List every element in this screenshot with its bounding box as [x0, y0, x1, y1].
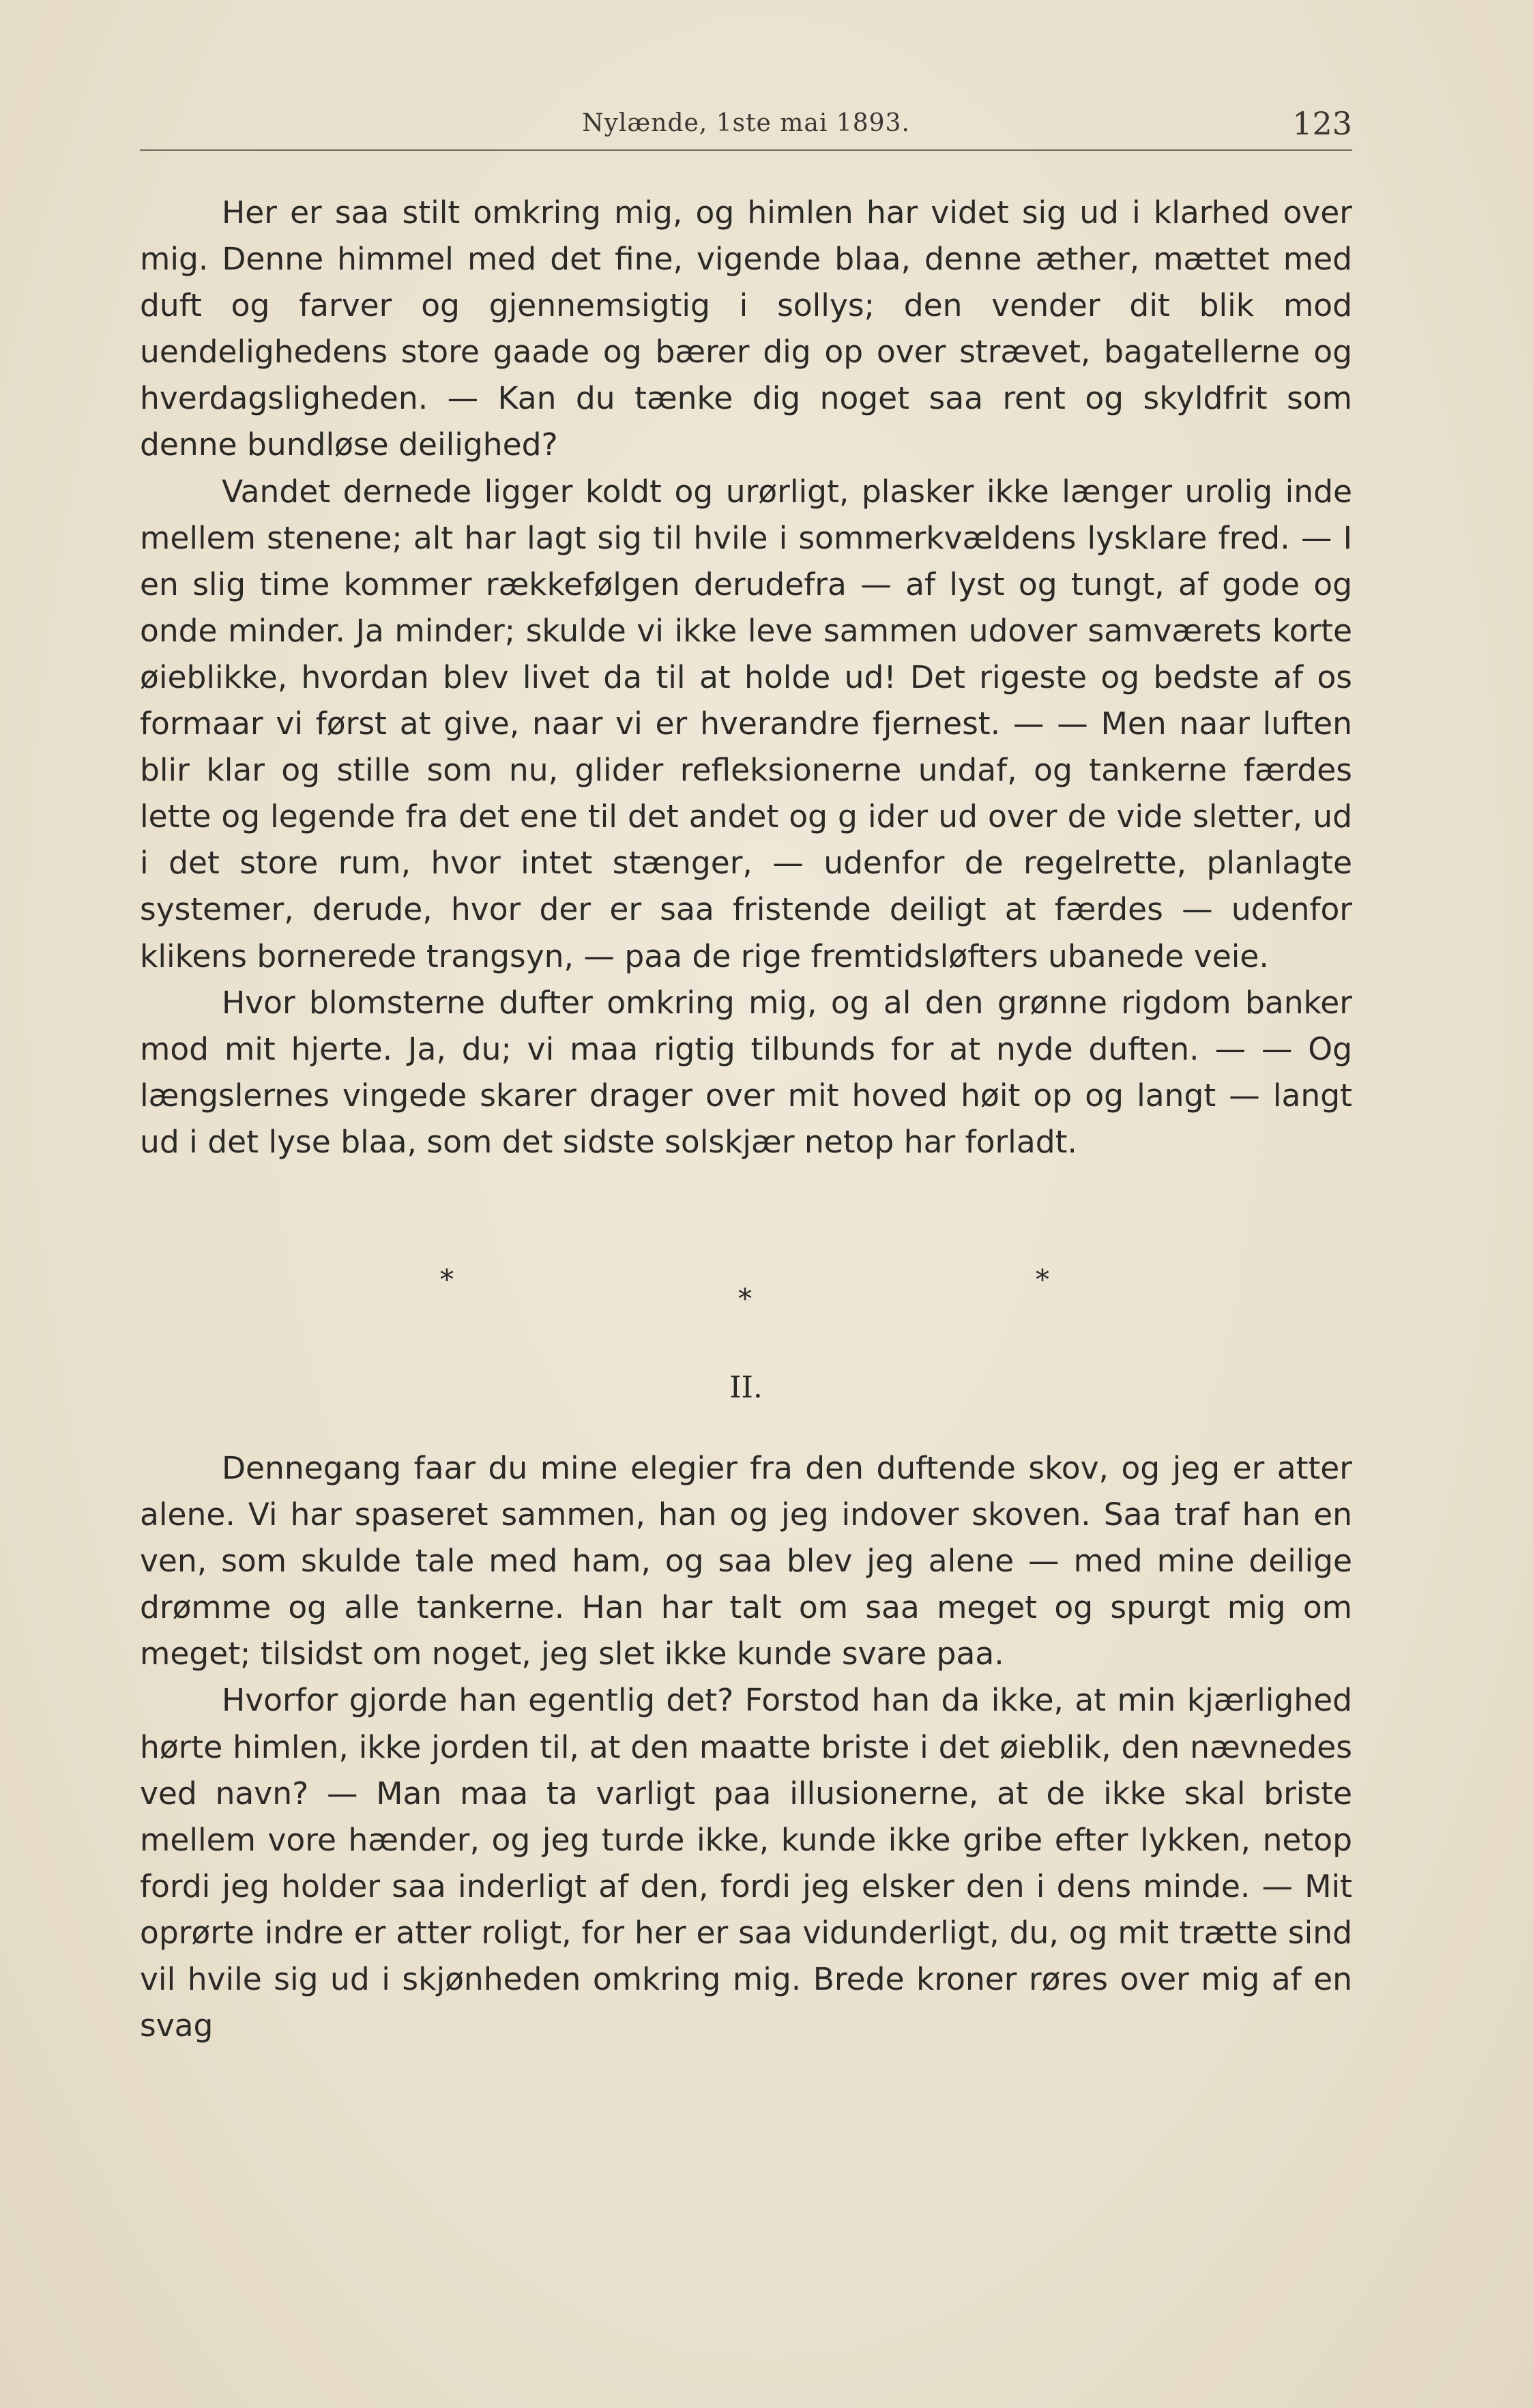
running-header — [140, 102, 1352, 150]
section-1 — [140, 190, 1352, 1165]
paragraph: Dennegang faar du mine elegier fra den duftende skov, og jeg er atter alene. Vi har spaseret sammen, han og jeg indover skoven. Saa traf han en ven, som skulde tale med ham, og saa blev jeg alene — med mine deilige drømme og alle tankerne. Han har talt om saa meget og spurgt mig om meget; tilsidst om noget, jeg slet ikke kunde svare paa. — [140, 1449, 1352, 1672]
section-2 — [140, 1365, 1352, 2049]
asterisk: * — [738, 1283, 752, 1315]
section-heading: II. — [729, 1369, 763, 1405]
paragraph: Hvorfor gjorde han egentlig det? Forstod han da ikke, at min kjærlighed hørte himlen, ikke jorden til, at den maatte briste i det øieblik, den nævnedes ved navn? — Man maa ta varligt paa illusionerne, at de ikke skal briste mellem vore hænder, og jeg turde ikke, kunde ikke gribe efter lykken, netop fordi jeg holder saa inderligt af den, fordi jeg elsker den i dens minde. — Mit oprørte indre er atter roligt, for her er saa vidunderligt, du, og mit trætte sind vil hvile sig ud i skjønheden omkring mig. Brede kroner røres over mig af en svag — [140, 1682, 1352, 2044]
running-title: Nylænde, 1ste mai 1893. — [582, 109, 910, 137]
paragraph: Hvor blomsterne dufter omkring mig, og al den grønne rigdom banker mod mit hjerte. Ja, du; vi maa rigtig tilbunds for at nyde duften. — — Og længslernes vingede skarer drager over mit hoved høit op og langt — langt ud i det lyse blaa, som det sidste solskjær netop har forladt. — [140, 984, 1352, 1160]
asterisk: * — [1036, 1264, 1049, 1296]
section-separator — [140, 1257, 1352, 1347]
paragraph: Vandet dernede ligger koldt og urørligt, plasker ikke længer urolig inde mellem stenene; alt har lagt sig til hvile i sommerkvældens lysklare fred. — I en slig time kommer rækkefølgen derudefra — af lyst og tungt, af gode og onde minder. Ja minder; skulde vi ikke leve sammen udover samværets korte øieblikke, hvordan blev livet da til at holde ud! Det rigeste og bedste af os formaar vi først at give, naar vi er hverandre fjernest. — — Men naar luften blir klar og stille som nu, glider refleksionerne undaf, og tankerne færdes lette og legende fra det ene til det andet og g ider ud over de vide sletter, ud i det store rum, hvor intet stænger, — udenfor de regelrette, planlagte systemer, derude, hvor der er saa fristende deiligt at færdes — udenfor klikens bornerede trangsyn, — paa de rige fremtidsløfters ubanede veie. — [140, 473, 1352, 974]
page-number: 123 — [1292, 105, 1352, 142]
asterisk: * — [440, 1264, 454, 1296]
header-rule — [140, 149, 1352, 151]
body-text — [140, 190, 1352, 2049]
paragraph: Her er saa stilt omkring mig, og himlen har videt sig ud i klarhed over mig. Denne himmel med det fine, vigende blaa, denne æther, mættet med duft og farver og gjennemsigtig i sollys; den vender dit blik mod uendelighedens store gaade og bærer dig op over strævet, bagatellerne og hverdagsligheden. — Kan du tænke dig noget saa rent og skyldfrit som denne bundløse deilighed? — [140, 194, 1352, 463]
